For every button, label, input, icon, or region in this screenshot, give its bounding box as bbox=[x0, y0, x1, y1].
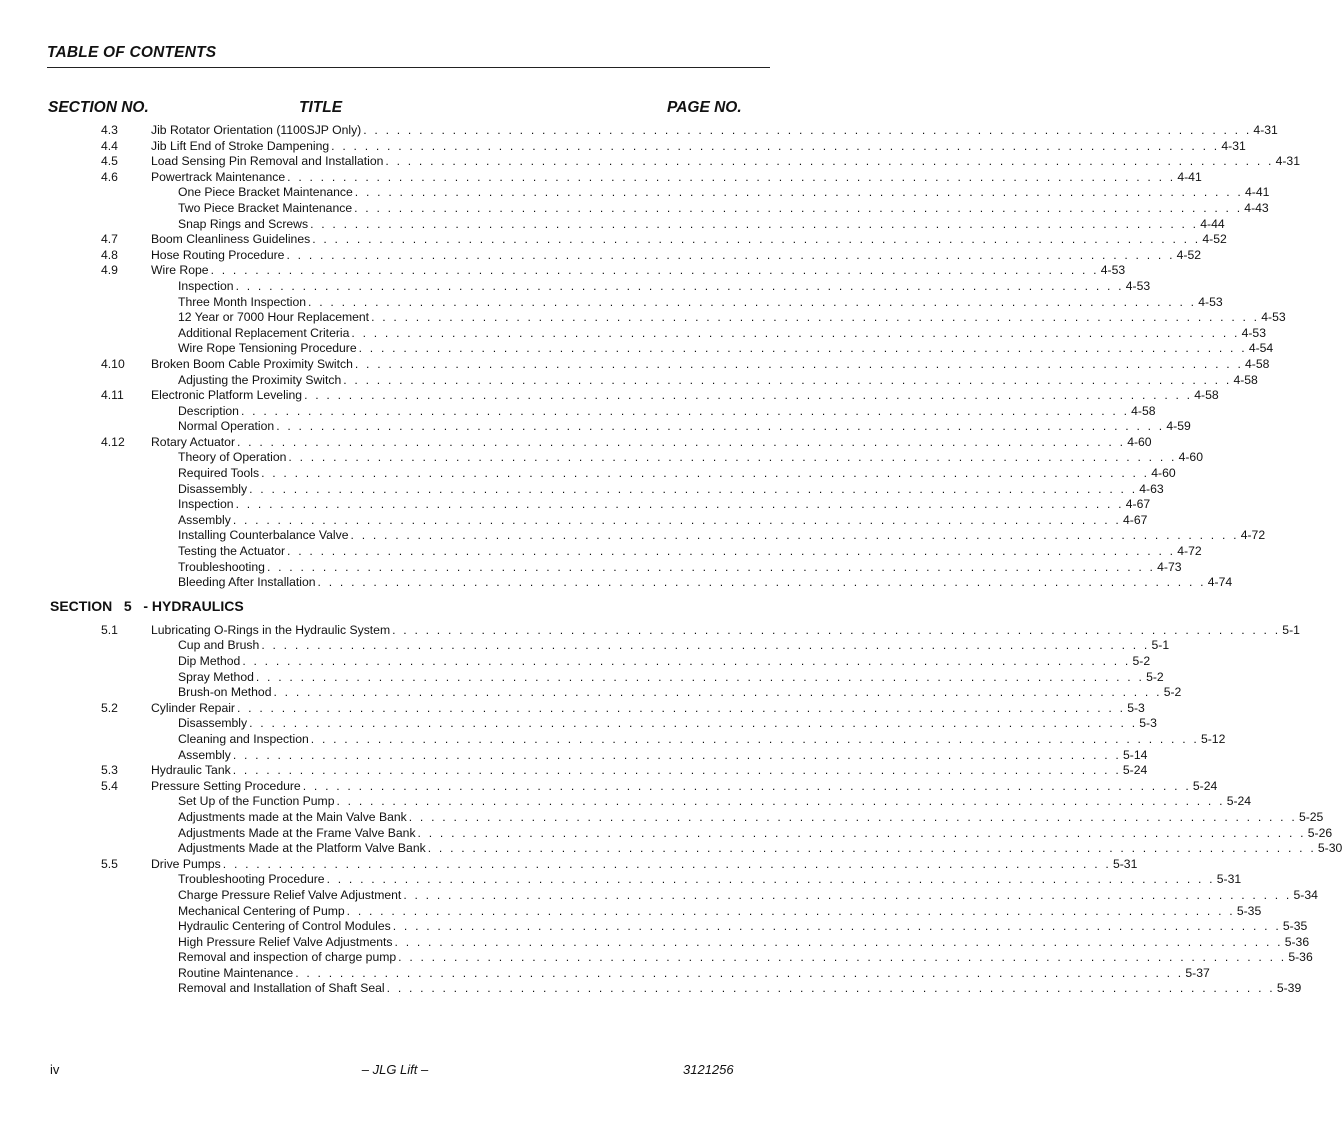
toc-entry[interactable] bbox=[0, 747, 1148, 764]
dot-leader: . . . . . . . . . . . . . . . . . . . . . . . . . . . . . . . . . . . . . . . . . . . . . . . . . . . . . . . . . . . . . . . . . . . . . . . . . . . . . . . . bbox=[232, 512, 1122, 527]
dot-leader: . . . . . . . . . . . . . . . . . . . . . . . . . . . . . . . . . . . . . . . . . . . . . . . . . . . . . . . . . . . . . . . . . . . . . . . . . . . . . . . . bbox=[371, 310, 1260, 325]
toc-entry[interactable] bbox=[0, 356, 1270, 373]
toc-entry-page: 5-2 bbox=[1132, 654, 1151, 668]
dot-leader: . . . . . . . . . . . . . . . . . . . . . . . . . . . . . . . . . . . . . . . . . . . . . . . . . . . . . . . . . . . . . . . . . . . . . . . . . . . . . . . . bbox=[427, 841, 1316, 856]
toc-entry-page: 4-58 bbox=[1245, 356, 1270, 371]
toc-entry-page: 4-58 bbox=[1233, 372, 1258, 387]
toc-entry[interactable] bbox=[0, 263, 1126, 279]
dot-leader: . . . . . . . . . . . . . . . . . . . . . . . . . . . . . . . . . . . . . . . . . . . . . . . . . . . . . . . . . . . . . . . . . . . . . . . . . . . . . . . . bbox=[287, 544, 1176, 559]
toc-entry[interactable] bbox=[0, 825, 1333, 842]
toc-entry[interactable] bbox=[0, 856, 1138, 873]
toc-entry[interactable] bbox=[0, 403, 1156, 420]
toc-entry-title: Hose Routing Procedure bbox=[151, 247, 285, 262]
toc-entry-page: 4-54 bbox=[1248, 341, 1274, 356]
toc-entry[interactable] bbox=[0, 716, 1157, 732]
dot-leader: . . . . . . . . . . . . . . . . . . . . . . . . . . . . . . . . . . . . . . . . . . . . . . . . . . . . . . . . . . . . . . . . . . . . . . . . . . . . . . . . bbox=[288, 450, 1177, 465]
toc-entry-page: 5-3 bbox=[1139, 716, 1157, 731]
toc-entry-page: 4-53 bbox=[1100, 263, 1126, 278]
dot-leader: . . . . . . . . . . . . . . . . . . . . . . . . . . . . . . . . . . . . . . . . . . . . . . . . . . . . . . . . . . . . . . . . . . . . . . . . . . . . . . . . bbox=[276, 419, 1165, 434]
toc-entry-page: 4-41 bbox=[1244, 185, 1270, 200]
toc-entry-page: 5-35 bbox=[1236, 903, 1262, 918]
toc-entry-title: Disassembly bbox=[178, 716, 248, 731]
toc-entry[interactable] bbox=[0, 669, 1164, 686]
toc-entry-page: 4-72 bbox=[1177, 544, 1202, 559]
column-header-title: TITLE bbox=[299, 99, 343, 116]
toc-entry-title: Assembly bbox=[178, 747, 231, 762]
toc-entry-page: 5-1 bbox=[1282, 622, 1300, 637]
toc-entry-title: Lubricating O-Rings in the Hydraulic System bbox=[151, 622, 391, 637]
toc-entry[interactable] bbox=[0, 388, 1219, 404]
toc-entry-title: Electronic Platform Leveling bbox=[151, 388, 303, 403]
toc-entry-number: 4.9 bbox=[101, 263, 118, 278]
toc-entry-page: 4-67 bbox=[1125, 497, 1151, 512]
toc-entry-title: Troubleshooting Procedure bbox=[178, 872, 325, 887]
toc-entry-page: 4-52 bbox=[1202, 232, 1227, 247]
toc-entry-title: Hydraulic Centering of Control Modules bbox=[178, 919, 391, 934]
column-header-section-no: SECTION NO. bbox=[48, 99, 149, 116]
toc-entry-page: 5-25 bbox=[1298, 809, 1324, 824]
toc-entry-title: Load Sensing Pin Removal and Installation bbox=[151, 154, 384, 169]
toc-entry-title: Description bbox=[178, 403, 239, 418]
toc-entry[interactable] bbox=[0, 169, 1202, 186]
toc-entry-page: 4-63 bbox=[1139, 481, 1164, 496]
dot-leader: . . . . . . . . . . . . . . . . . . . . . . . . . . . . . . . . . . . . . . . . . . . . . . . . . . . . . . . . . . . . . . . . . . . . . . . . . . . . . . . . bbox=[249, 481, 1138, 496]
dot-leader: . . . . . . . . . . . . . . . . . . . . . . . . . . . . . . . . . . . . . . . . . . . . . . . . . . . . . . . . . . . . . . . . . . . . . . . . . . . . . . . . bbox=[232, 763, 1121, 778]
toc-entry-title: Removal and Installation of Shaft Seal bbox=[178, 981, 385, 996]
toc-entry-page: 5-30 bbox=[1317, 841, 1342, 856]
toc-entry[interactable] bbox=[0, 794, 1252, 810]
column-header-page-no: PAGE NO. bbox=[667, 99, 742, 116]
toc-entry-page: 4-53 bbox=[1198, 294, 1223, 309]
dot-leader: . . . . . . . . . . . . . . . . . . . . . . . . . . . . . . . . . . . . . . . . . . . . . . . . . . . . . . . . . . . . . . . . . . . . . . . . . . . . . . . . bbox=[417, 825, 1306, 840]
toc-entry[interactable] bbox=[0, 809, 1324, 826]
toc-entry-page: 4-58 bbox=[1194, 388, 1219, 403]
toc-entry[interactable] bbox=[0, 419, 1191, 435]
toc-entry-number: 4.11 bbox=[101, 388, 124, 403]
toc-entry-title: Normal Operation bbox=[178, 419, 275, 434]
toc-entry-title: Snap Rings and Screws bbox=[178, 216, 309, 231]
dot-leader: . . . . . . . . . . . . . . . . . . . . . . . . . . . . . . . . . . . . . . . . . . . . . . . . . . . . . . . . . . . . . . . . . . . . . . . . . . . . . . . . bbox=[392, 622, 1281, 637]
toc-entry[interactable] bbox=[0, 450, 1203, 466]
toc-entry[interactable] bbox=[0, 247, 1202, 264]
toc-entry-page: 4-60 bbox=[1127, 434, 1152, 449]
dot-leader: . . . . . . . . . . . . . . . . . . . . . . . . . . . . . . . . . . . . . . . . . . . . . . . . . . . . . . . . . . . . . . . . . . . . . . . . . . . . . . . . bbox=[392, 919, 1281, 934]
toc-entry-title: Jib Rotator Orientation (1100SJP Only) bbox=[151, 123, 362, 137]
toc-entry[interactable] bbox=[0, 872, 1242, 888]
toc-entry-number: 4.10 bbox=[101, 356, 125, 371]
dot-leader: . . . . . . . . . . . . . . . . . . . . . . . . . . . . . . . . . . . . . . . . . . . . . . . . . . . . . . . . . . . . . . . . . . . . . . . . . . . . . . . . bbox=[210, 263, 1099, 278]
toc-entry[interactable] bbox=[0, 512, 1148, 529]
dot-leader: . . . . . . . . . . . . . . . . . . . . . . . . . . . . . . . . . . . . . . . . . . . . . . . . . . . . . . . . . . . . . . . . . . . . . . . . . . . . . . . . bbox=[308, 294, 1197, 309]
toc-entry-title: 12 Year or 7000 Hour Replacement bbox=[178, 310, 370, 325]
toc-entry-number: 5.3 bbox=[101, 763, 118, 778]
toc-entry-page: 5-2 bbox=[1163, 685, 1182, 700]
toc-entry[interactable] bbox=[0, 325, 1266, 342]
toc-entry-title: Adjustments Made at the Platform Valve Bank bbox=[178, 841, 426, 856]
toc-entry-title: Broken Boom Cable Proximity Switch bbox=[151, 356, 353, 371]
toc-entry-number: 4.6 bbox=[101, 169, 118, 184]
toc-entry-title: Inspection bbox=[178, 278, 234, 293]
toc-entry[interactable] bbox=[0, 981, 1302, 997]
toc-entry[interactable] bbox=[0, 278, 1151, 295]
toc-entry[interactable] bbox=[0, 575, 1233, 591]
toc-entry-title: Adjusting the Proximity Switch bbox=[178, 372, 342, 387]
toc-entry-title: Drive Pumps bbox=[151, 856, 221, 871]
toc-entry-page: 5-34 bbox=[1293, 887, 1318, 902]
toc-entry-page: 5-2 bbox=[1146, 669, 1164, 684]
toc-entry-title: Additional Replacement Criteria bbox=[178, 325, 350, 340]
dot-leader: . . . . . . . . . . . . . . . . . . . . . . . . . . . . . . . . . . . . . . . . . . . . . . . . . . . . . . . . . . . . . . . . . . . . . . . . . . . . . . . . bbox=[304, 388, 1193, 403]
toc-entry-title: Brush-on Method bbox=[178, 685, 272, 700]
dot-leader: . . . . . . . . . . . . . . . . . . . . . . . . . . . . . . . . . . . . . . . . . . . . . . . . . . . . . . . . . . . . . . . . . . . . . . . . . . . . . . . . bbox=[261, 638, 1150, 653]
toc-entry-number: 5.4 bbox=[101, 778, 118, 793]
dot-leader: . . . . . . . . . . . . . . . . . . . . . . . . . . . . . . . . . . . . . . . . . . . . . . . . . . . . . . . . . . . . . . . . . . . . . . . . . . . . . . . . bbox=[237, 700, 1126, 715]
toc-entry[interactable] bbox=[0, 559, 1182, 576]
toc-entry[interactable] bbox=[0, 887, 1318, 904]
dot-leader: . . . . . . . . . . . . . . . . . . . . . . . . . . . . . . . . . . . . . . . . . . . . . . . . . . . . . . . . . . . . . . . . . . . . . . . . . . . . . . . . bbox=[403, 887, 1292, 902]
toc-entry-title: Dip Method bbox=[178, 654, 241, 668]
toc-entry-title: Set Up of the Function Pump bbox=[178, 794, 335, 809]
toc-entry-page: 5-24 bbox=[1192, 778, 1218, 793]
toc-entry-number: 4.5 bbox=[101, 154, 118, 169]
toc-entry[interactable] bbox=[0, 200, 1269, 217]
toc-entry[interactable] bbox=[0, 481, 1164, 498]
toc-entry-title: Wire Rope bbox=[151, 263, 209, 278]
toc-entry-number: 5.5 bbox=[101, 856, 118, 871]
toc-entry-page: 5-24 bbox=[1226, 794, 1252, 809]
dot-leader: . . . . . . . . . . . . . . . . . . . . . . . . . . . . . . . . . . . . . . . . . . . . . . . . . . . . . . . . . . . . . . . . . . . . . . . . . . . . . . . . bbox=[336, 794, 1225, 809]
dot-leader: . . . . . . . . . . . . . . . . . . . . . . . . . . . . . . . . . . . . . . . . . . . . . . . . . . . . . . . . . . . . . . . . . . . . . . . . . . . . . . . . bbox=[354, 356, 1244, 371]
section-heading: SECTION 5 - HYDRAULICS bbox=[50, 597, 244, 614]
toc-entry-page: 4-31 bbox=[1253, 123, 1278, 137]
dot-leader: . . . . . . . . . . . . . . . . . . . . . . . . . . . . . . . . . . . . . . . . . . . . . . . . . . . . . . . . . . . . . . . . . . . . . . . . . . . . . . . . bbox=[354, 200, 1243, 215]
toc-entry-page: 4-52 bbox=[1176, 247, 1202, 262]
toc-entry-title: Required Tools bbox=[178, 466, 260, 481]
dot-leader: . . . . . . . . . . . . . . . . . . . . . . . . . . . . . . . . . . . . . . . . . . . . . . . . . . . . . . . . . . . . . . . . . . . . . . . . . . . . . . . . bbox=[346, 903, 1235, 918]
toc-entry-title: Routine Maintenance bbox=[178, 965, 294, 980]
dot-leader: . . . . . . . . . . . . . . . . . . . . . . . . . . . . . . . . . . . . . . . . . . . . . . . . . . . . . . . . . . . . . . . . . . . . . . . . . . . . . . . . bbox=[287, 169, 1176, 184]
toc-entry-title: Jib Lift End of Stroke Dampening bbox=[151, 138, 330, 153]
toc-entry[interactable] bbox=[0, 685, 1182, 701]
toc-entry[interactable] bbox=[0, 138, 1246, 155]
toc-entry-page: 5-36 bbox=[1284, 934, 1310, 949]
toc-entry-page: 5-36 bbox=[1288, 950, 1313, 965]
toc-entry-page: 4-43 bbox=[1244, 200, 1269, 215]
dot-leader: . . . . . . . . . . . . . . . . . . . . . . . . . . . . . . . . . . . . . . . . . . . . . . . . . . . . . . . . . . . . . . . . . . . . . . . . . . . . . . . . bbox=[266, 559, 1156, 574]
dot-leader: . . . . . . . . . . . . . . . . . . . . . . . . . . . . . . . . . . . . . . . . . . . . . . . . . . . . . . . . . . . . . . . . . . . . . . . . . . . . . . . . bbox=[408, 809, 1297, 824]
toc-entry[interactable] bbox=[0, 778, 1218, 795]
toc-entry-title: Removal and inspection of charge pump bbox=[178, 950, 397, 965]
toc-entry-title: Pressure Setting Procedure bbox=[151, 778, 301, 793]
footer-publisher: – JLG Lift – bbox=[361, 1062, 429, 1077]
toc-entry-page: 5-3 bbox=[1127, 700, 1145, 715]
toc-entry-title: Theory of Operation bbox=[178, 450, 287, 465]
dot-leader: . . . . . . . . . . . . . . . . . . . . . . . . . . . . . . . . . . . . . . . . . . . . . . . . . . . . . . . . . . . . . . . . . . . . . . . . . . . . . . . . bbox=[310, 216, 1199, 231]
toc-entry[interactable] bbox=[0, 310, 1286, 326]
toc-entry-number: 4.3 bbox=[101, 123, 118, 137]
toc-entry-page: 4-44 bbox=[1200, 216, 1225, 231]
dot-leader: . . . . . . . . . . . . . . . . . . . . . . . . . . . . . . . . . . . . . . . . . . . . . . . . . . . . . . . . . . . . . . . . . . . . . . . . . . . . . . . . bbox=[317, 575, 1206, 590]
page-header-title: TABLE OF CONTENTS bbox=[47, 44, 217, 61]
toc-entry[interactable] bbox=[0, 731, 1226, 748]
toc-entry[interactable] bbox=[0, 123, 1278, 139]
toc-entry-page: 4-31 bbox=[1275, 154, 1300, 169]
toc-entry-page: 4-53 bbox=[1125, 278, 1151, 293]
toc-entry-title: Testing the Actuator bbox=[178, 544, 286, 559]
toc-entry-page: 4-60 bbox=[1178, 450, 1203, 465]
dot-leader: . . . . . . . . . . . . . . . . . . . . . . . . . . . . . . . . . . . . . . . . . . . . . . . . . . . . . . . . . . . . . . . . . . . . . . . . . . . . . . . . bbox=[394, 934, 1283, 949]
toc-entry[interactable] bbox=[0, 903, 1262, 920]
toc-entry[interactable] bbox=[0, 841, 1342, 857]
toc-entry[interactable] bbox=[0, 154, 1300, 170]
toc-entry-page: 4-74 bbox=[1207, 575, 1233, 590]
toc-entry-page: 4-58 bbox=[1131, 403, 1156, 418]
dot-leader: . . . . . . . . . . . . . . . . . . . . . . . . . . . . . . . . . . . . . . . . . . . . . . . . . . . . . . . . . . . . . . . . . . . . . . . . . . . . . . . . bbox=[350, 528, 1239, 543]
toc-entry[interactable] bbox=[0, 185, 1270, 201]
toc-entry[interactable] bbox=[0, 919, 1308, 935]
toc-entry[interactable] bbox=[0, 466, 1176, 482]
toc-entry-title: Disassembly bbox=[178, 481, 248, 496]
toc-entry-title: Installing Counterbalance Valve bbox=[178, 528, 349, 543]
footer-doc-number: 3121256 bbox=[683, 1062, 734, 1077]
dot-leader: . . . . . . . . . . . . . . . . . . . . . . . . . . . . . . . . . . . . . . . . . . . . . . . . . . . . . . . . . . . . . . . . . . . . . . . . . . . . . . . . bbox=[331, 138, 1220, 153]
toc-entry-page: 5-14 bbox=[1123, 747, 1148, 762]
footer-page-label: iv bbox=[50, 1062, 60, 1077]
toc-entry-title: Rotary Actuator bbox=[151, 434, 235, 449]
dot-leader: . . . . . . . . . . . . . . . . . . . . . . . . . . . . . . . . . . . . . . . . . . . . . . . . . . . . . . . . . . . . . . . . . . . . . . . . . . . . . . . . bbox=[385, 154, 1274, 169]
dot-leader: . . . . . . . . . . . . . . . . . . . . . . . . . . . . . . . . . . . . . . . . . . . . . . . . . . . . . . . . . . . . . . . . . . . . . . . . . . . . . . . . bbox=[235, 497, 1124, 512]
dot-leader: . . . . . . . . . . . . . . . . . . . . . . . . . . . . . . . . . . . . . . . . . . . . . . . . . . . . . . . . . . . . . . . . . . . . . . . . . . . . . . . . bbox=[363, 123, 1252, 137]
dot-leader: . . . . . . . . . . . . . . . . . . . . . . . . . . . . . . . . . . . . . . . . . . . . . . . . . . . . . . . . . . . . . . . . . . . . . . . . . . . . . . . . bbox=[312, 232, 1201, 247]
toc-entry[interactable] bbox=[0, 950, 1313, 966]
toc-entry-page: 5-31 bbox=[1216, 872, 1242, 887]
toc-entry-title: Two Piece Bracket Maintenance bbox=[178, 200, 353, 215]
toc-entry-page: 4-72 bbox=[1240, 528, 1266, 543]
dot-leader: . . . . . . . . . . . . . . . . . . . . . . . . . . . . . . . . . . . . . . . . . . . . . . . . . . . . . . . . . . . . . . . . . . . . . . . . . . . . . . . . bbox=[261, 466, 1150, 481]
toc-entry-title: Spray Method bbox=[178, 669, 254, 684]
toc-entry-number: 5.2 bbox=[101, 700, 118, 715]
toc-entry-page: 4-73 bbox=[1157, 559, 1182, 574]
dot-leader: . . . . . . . . . . . . . . . . . . . . . . . . . . . . . . . . . . . . . . . . . . . . . . . . . . . . . . . . . . . . . . . . . . . . . . . . . . . . . . . . bbox=[240, 403, 1130, 418]
toc-entry[interactable] bbox=[0, 528, 1266, 544]
dot-leader: . . . . . . . . . . . . . . . . . . . . . . . . . . . . . . . . . . . . . . . . . . . . . . . . . . . . . . . . . . . . . . . . . . . . . . . . . . . . . . . . bbox=[358, 341, 1247, 356]
dot-leader: . . . . . . . . . . . . . . . . . . . . . . . . . . . . . . . . . . . . . . . . . . . . . . . . . . . . . . . . . . . . . . . . . . . . . . . . . . . . . . . . bbox=[232, 747, 1122, 762]
toc-entry[interactable] bbox=[0, 965, 1210, 982]
dot-leader: . . . . . . . . . . . . . . . . . . . . . . . . . . . . . . . . . . . . . . . . . . . . . . . . . . . . . . . . . . . . . . . . . . . . . . . . . . . . . . . . bbox=[222, 856, 1111, 871]
toc-entry-page: 5-37 bbox=[1185, 965, 1210, 980]
dot-leader: . . . . . . . . . . . . . . . . . . . . . . . . . . . . . . . . . . . . . . . . . . . . . . . . . . . . . . . . . . . . . . . . . . . . . . . . . . . . . . . . bbox=[326, 872, 1215, 887]
toc-entry-page: 5-31 bbox=[1112, 856, 1138, 871]
toc-entry-page: 4-67 bbox=[1123, 512, 1148, 527]
toc-entry[interactable] bbox=[0, 934, 1310, 951]
dot-leader: . . . . . . . . . . . . . . . . . . . . . . . . . . . . . . . . . . . . . . . . . . . . . . . . . . . . . . . . . . . . . . . . . . . . . . . . . . . . . . . . bbox=[242, 654, 1131, 668]
toc-entry-title: High Pressure Relief Valve Adjustments bbox=[178, 934, 393, 949]
toc-entry-number: 4.12 bbox=[101, 434, 125, 449]
dot-leader: . . . . . . . . . . . . . . . . . . . . . . . . . . . . . . . . . . . . . . . . . . . . . . . . . . . . . . . . . . . . . . . . . . . . . . . . . . . . . . . . bbox=[295, 965, 1184, 980]
toc-entry[interactable] bbox=[0, 638, 1170, 654]
dot-leader: . . . . . . . . . . . . . . . . . . . . . . . . . . . . . . . . . . . . . . . . . . . . . . . . . . . . . . . . . . . . . . . . . . . . . . . . . . . . . . . . bbox=[302, 778, 1191, 793]
toc-entry-page: 4-53 bbox=[1241, 325, 1266, 340]
toc-entry-title: Powertrack Maintenance bbox=[151, 169, 286, 184]
toc-entry-title: Charge Pressure Relief Valve Adjustment bbox=[178, 887, 402, 902]
toc-entry-title: Inspection bbox=[178, 497, 234, 512]
dot-leader: . . . . . . . . . . . . . . . . . . . . . . . . . . . . . . . . . . . . . . . . . . . . . . . . . . . . . . . . . . . . . . . . . . . . . . . . . . . . . . . . bbox=[354, 185, 1243, 200]
toc-list bbox=[0, 123, 1342, 997]
dot-leader: . . . . . . . . . . . . . . . . . . . . . . . . . . . . . . . . . . . . . . . . . . . . . . . . . . . . . . . . . . . . . . . . . . . . . . . . . . . . . . . . bbox=[273, 685, 1162, 700]
toc-entry-page: 4-41 bbox=[1177, 169, 1202, 184]
toc-entry-title: One Piece Bracket Maintenance bbox=[178, 185, 353, 200]
dot-leader: . . . . . . . . . . . . . . . . . . . . . . . . . . . . . . . . . . . . . . . . . . . . . . . . . . . . . . . . . . . . . . . . . . . . . . . . . . . . . . . . bbox=[398, 950, 1287, 965]
toc-entry-page: 5-24 bbox=[1122, 763, 1148, 778]
toc-entry[interactable] bbox=[0, 622, 1300, 639]
toc-entry-page: 5-35 bbox=[1282, 919, 1308, 934]
toc-entry-number: 4.4 bbox=[101, 138, 118, 153]
toc-entry[interactable] bbox=[0, 232, 1227, 248]
dot-leader: . . . . . . . . . . . . . . . . . . . . . . . . . . . . . . . . . . . . . . . . . . . . . . . . . . . . . . . . . . . . . . . . . . . . . . . . . . . . . . . . bbox=[255, 669, 1145, 684]
toc-entry[interactable] bbox=[0, 497, 1151, 513]
toc-entry[interactable] bbox=[0, 372, 1258, 389]
toc-entry-title: Cleaning and Inspection bbox=[178, 731, 309, 746]
toc-entry-title: Three Month Inspection bbox=[178, 294, 307, 309]
toc-entry-title: Hydraulic Tank bbox=[151, 763, 231, 778]
dot-leader: . . . . . . . . . . . . . . . . . . . . . . . . . . . . . . . . . . . . . . . . . . . . . . . . . . . . . . . . . . . . . . . . . . . . . . . . . . . . . . . . bbox=[351, 325, 1240, 340]
dot-leader: . . . . . . . . . . . . . . . . . . . . . . . . . . . . . . . . . . . . . . . . . . . . . . . . . . . . . . . . . . . . . . . . . . . . . . . . . . . . . . . . bbox=[286, 247, 1175, 262]
toc-entry-title: Troubleshooting bbox=[178, 559, 265, 574]
toc-entry-title: Adjustments made at the Main Valve Bank bbox=[178, 809, 407, 824]
toc-entry-page: 4-31 bbox=[1221, 138, 1246, 153]
toc-entry-title: Cylinder Repair bbox=[151, 700, 235, 715]
toc-entry[interactable] bbox=[0, 700, 1145, 717]
toc-entry[interactable] bbox=[0, 294, 1223, 311]
header-rule bbox=[47, 67, 770, 68]
toc-entry[interactable] bbox=[0, 544, 1202, 560]
toc-entry-page: 5-26 bbox=[1307, 825, 1333, 840]
dot-leader: . . . . . . . . . . . . . . . . . . . . . . . . . . . . . . . . . . . . . . . . . . . . . . . . . . . . . . . . . . . . . . . . . . . . . . . . . . . . . . . . bbox=[249, 716, 1138, 731]
toc-entry-page: 5-1 bbox=[1151, 638, 1170, 653]
toc-entry-number: 4.7 bbox=[101, 232, 118, 247]
toc-entry-page: 5-12 bbox=[1200, 731, 1226, 746]
dot-leader: . . . . . . . . . . . . . . . . . . . . . . . . . . . . . . . . . . . . . . . . . . . . . . . . . . . . . . . . . . . . . . . . . . . . . . . . . . . . . . . . bbox=[343, 372, 1232, 387]
dot-leader: . . . . . . . . . . . . . . . . . . . . . . . . . . . . . . . . . . . . . . . . . . . . . . . . . . . . . . . . . . . . . . . . . . . . . . . . . . . . . . . . bbox=[386, 981, 1275, 996]
toc-entry-title: Adjustments Made at the Frame Valve Bank bbox=[178, 825, 416, 840]
toc-entry[interactable] bbox=[0, 216, 1225, 233]
toc-entry-title: Bleeding After Installation bbox=[178, 575, 316, 590]
toc-entry-page: 4-60 bbox=[1151, 466, 1176, 481]
dot-leader: . . . . . . . . . . . . . . . . . . . . . . . . . . . . . . . . . . . . . . . . . . . . . . . . . . . . . . . . . . . . . . . . . . . . . . . . . . . . . . . . bbox=[237, 434, 1126, 449]
toc-entry-title: Assembly bbox=[178, 512, 231, 527]
toc-entry[interactable] bbox=[0, 341, 1274, 357]
toc-entry-page: 4-59 bbox=[1166, 419, 1191, 434]
toc-entry[interactable] bbox=[0, 654, 1151, 670]
toc-entry[interactable] bbox=[0, 763, 1148, 779]
toc-entry-number: 4.8 bbox=[101, 247, 118, 262]
toc-entry-title: Wire Rope Tensioning Procedure bbox=[178, 341, 357, 356]
toc-entry-title: Cup and Brush bbox=[178, 638, 260, 653]
toc-entry-number: 5.1 bbox=[101, 622, 118, 637]
toc-entry-title: Boom Cleanliness Guidelines bbox=[151, 232, 311, 247]
toc-entry-title: Mechanical Centering of Pump bbox=[178, 903, 345, 918]
toc-entry-page: 4-53 bbox=[1261, 310, 1286, 325]
toc-entry[interactable] bbox=[0, 434, 1152, 451]
dot-leader: . . . . . . . . . . . . . . . . . . . . . . . . . . . . . . . . . . . . . . . . . . . . . . . . . . . . . . . . . . . . . . . . . . . . . . . . . . . . . . . . bbox=[235, 278, 1124, 293]
dot-leader: . . . . . . . . . . . . . . . . . . . . . . . . . . . . . . . . . . . . . . . . . . . . . . . . . . . . . . . . . . . . . . . . . . . . . . . . . . . . . . . . bbox=[310, 731, 1199, 746]
toc-entry-page: 5-39 bbox=[1276, 981, 1302, 996]
